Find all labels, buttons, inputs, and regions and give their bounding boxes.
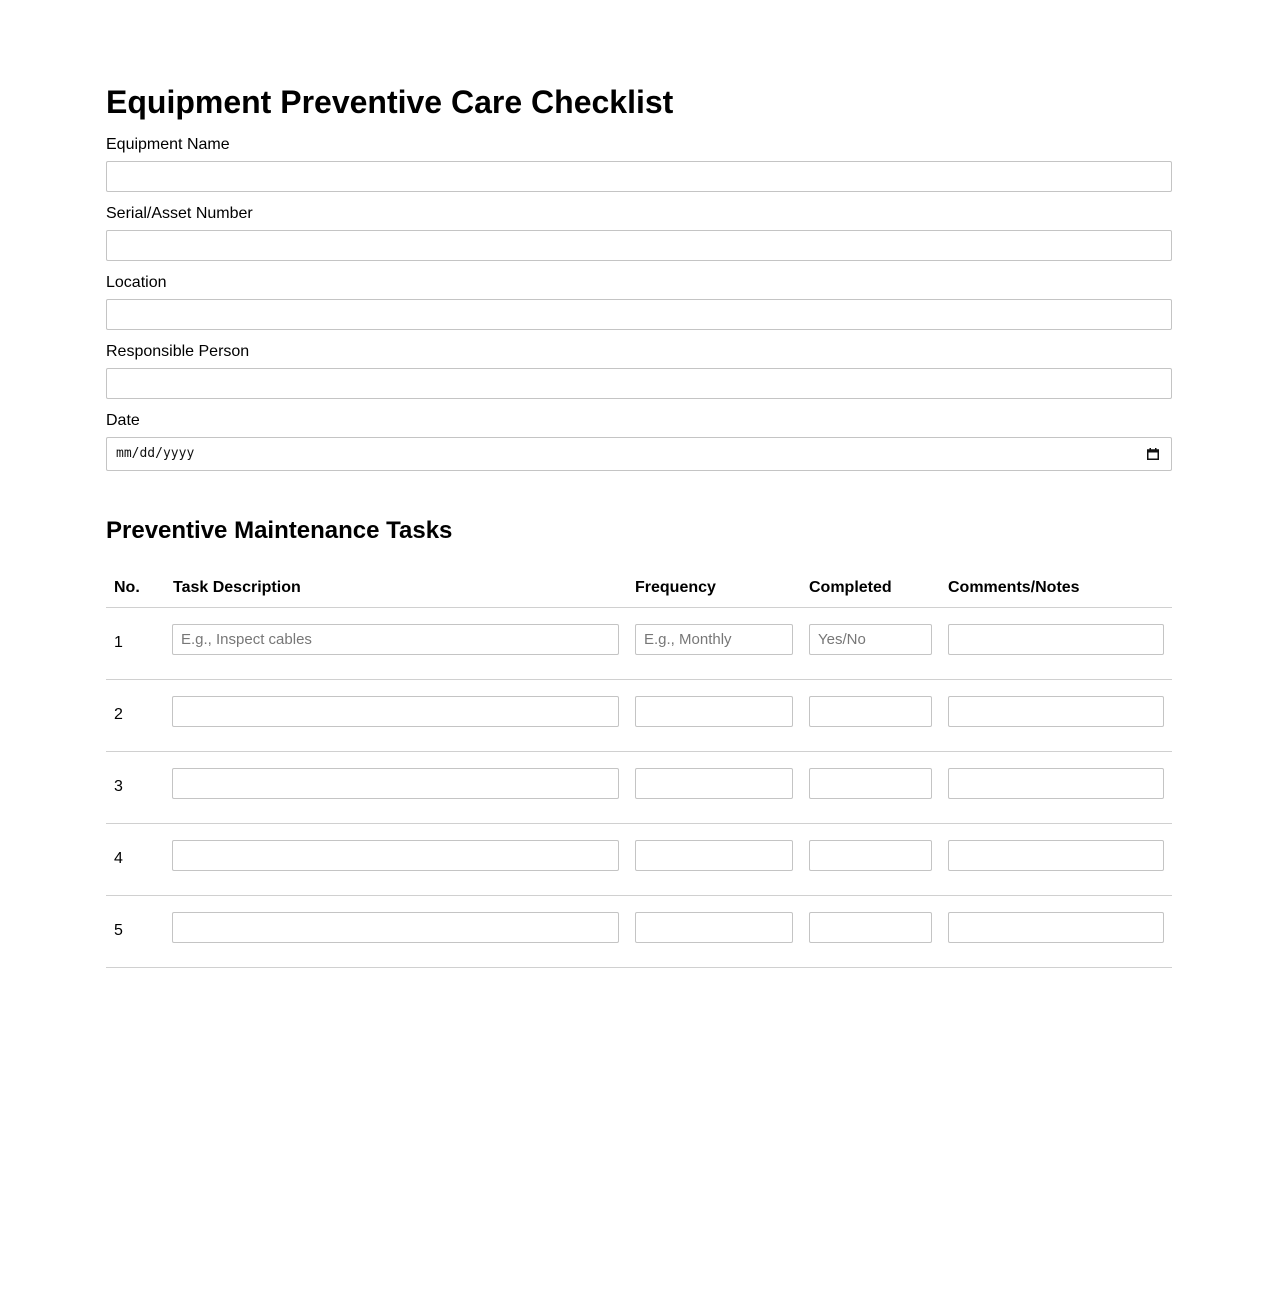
task-description-input[interactable] [172, 840, 619, 871]
column-header-frequency: Frequency [635, 579, 716, 596]
completed-input[interactable] [809, 840, 932, 871]
completed-input[interactable] [809, 696, 932, 727]
location-label: Location [106, 274, 167, 291]
row-number: 5 [114, 922, 123, 939]
row-divider [106, 895, 1172, 896]
notes-input[interactable] [948, 912, 1164, 943]
calendar-icon[interactable] [1147, 448, 1159, 460]
location-input[interactable] [106, 299, 1172, 330]
notes-input[interactable] [948, 840, 1164, 871]
frequency-input[interactable] [635, 696, 793, 727]
column-header-no: No. [114, 579, 140, 596]
responsible-person-input[interactable] [106, 368, 1172, 399]
row-divider [106, 823, 1172, 824]
frequency-input[interactable] [635, 840, 793, 871]
equipment-name-input[interactable] [106, 161, 1172, 192]
page-title: Equipment Preventive Care Checklist [106, 84, 674, 120]
serial-number-label: Serial/Asset Number [106, 205, 253, 222]
tasks-section-title: Preventive Maintenance Tasks [106, 517, 453, 544]
frequency-input[interactable] [635, 912, 793, 943]
column-header-task: Task Description [173, 579, 301, 596]
date-placeholder: mm/dd/yyyy [116, 446, 195, 461]
row-divider [106, 679, 1172, 680]
row-number: 4 [114, 850, 123, 867]
task-description-input[interactable] [172, 768, 619, 799]
completed-input[interactable] [809, 912, 932, 943]
row-divider [106, 967, 1172, 968]
notes-input[interactable] [948, 624, 1164, 655]
date-label: Date [106, 412, 140, 429]
completed-input[interactable] [809, 768, 932, 799]
notes-input[interactable] [948, 696, 1164, 727]
column-header-notes: Comments/Notes [948, 579, 1080, 596]
frequency-input[interactable] [635, 624, 793, 655]
equipment-name-label: Equipment Name [106, 136, 230, 153]
completed-input[interactable] [809, 624, 932, 655]
frequency-input[interactable] [635, 768, 793, 799]
responsible-person-label: Responsible Person [106, 343, 250, 360]
date-input[interactable] [106, 437, 1172, 471]
row-divider [106, 751, 1172, 752]
task-description-input[interactable] [172, 624, 619, 655]
header-divider [106, 607, 1172, 608]
task-description-input[interactable] [172, 912, 619, 943]
row-number: 2 [114, 706, 123, 723]
column-header-completed: Completed [809, 579, 892, 596]
task-description-input[interactable] [172, 696, 619, 727]
row-number: 3 [114, 778, 123, 795]
notes-input[interactable] [948, 768, 1164, 799]
serial-number-input[interactable] [106, 230, 1172, 261]
row-number: 1 [114, 634, 123, 651]
